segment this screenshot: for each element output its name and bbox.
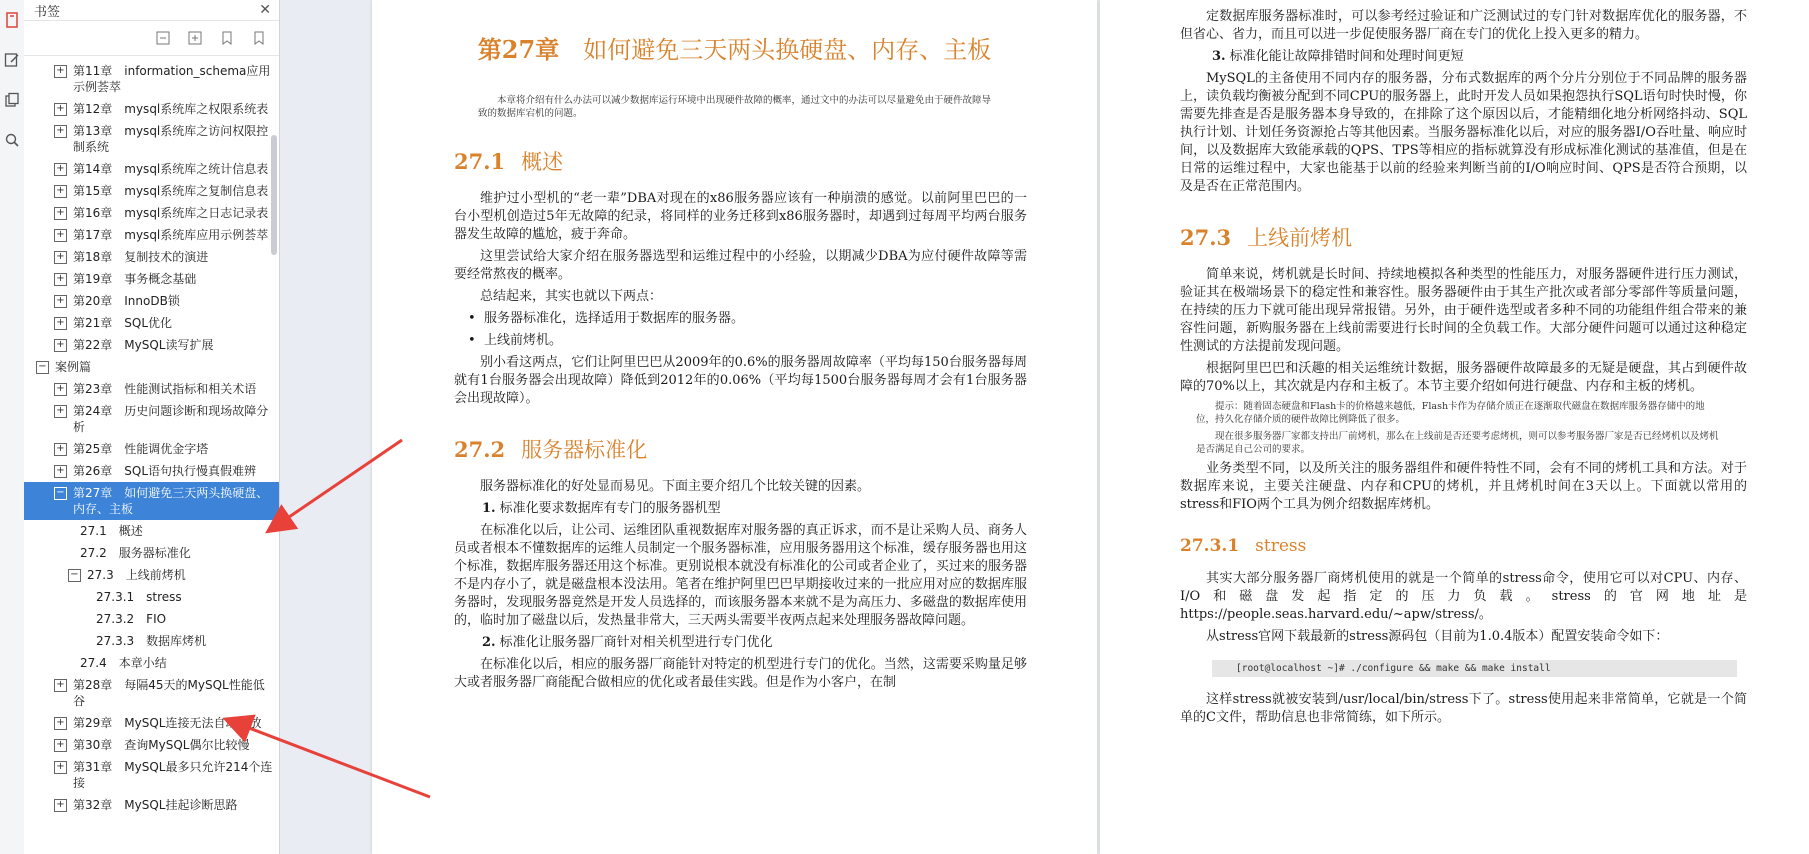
bookmark-label: 第18章 复制技术的演进	[73, 250, 209, 264]
bookmark-item[interactable]	[24, 290, 279, 312]
bookmark-item[interactable]	[24, 652, 279, 674]
bookmark-item-selected[interactable]	[24, 482, 279, 520]
bookmark-label: 第25章 性能调优金字塔	[73, 442, 209, 456]
expand-toggle-icon[interactable]: +	[54, 207, 67, 220]
bookmark-label: 27.1 概述	[80, 524, 143, 538]
bookmark-label: 第27章 如何避免三天两头换硬盘、内存、主板	[73, 486, 269, 516]
section-heading-27-1: 27.1 概述	[454, 149, 564, 174]
paragraph: 业务类型不同，以及所关注的服务器组件和硬件特性不同，会有不同的烤机工具和方法。对于数据库来说，主要关注硬盘、内存和CPU的烤机，并且烤机时间在3天以上。下面就以常用的stress和FIO两个工具为例介绍数据库烤机。	[1180, 461, 1747, 512]
bookmark-label: 第20章 InnoDB锁	[73, 294, 180, 308]
bookmark-label: 27.3 上线前烤机	[87, 568, 186, 582]
bookmark-item[interactable]	[24, 180, 279, 202]
bookmark-label: 案例篇	[55, 360, 92, 374]
bookmark-label: 第26章 SQL语句执行慢真假难辨	[73, 464, 257, 478]
paragraph: 总结起来，其实也就以下两点：	[480, 289, 663, 304]
bookmark-label: 第22章 MySQL读写扩展	[73, 338, 214, 352]
expand-toggle-icon[interactable]: +	[54, 103, 67, 116]
expand-all-button[interactable]	[187, 30, 203, 46]
bookmark-label: 第19章 事务概念基础	[73, 272, 197, 286]
bookmark-item[interactable]	[24, 586, 279, 608]
bookmark-item[interactable]	[24, 120, 279, 158]
bookmark-item[interactable]	[24, 400, 279, 438]
paragraph: 简单来说，烤机就是长时间、持续地模拟各种类型的性能压力，对服务器硬件进行压力测试，验证其在极端场景下的稳定性和兼容性。服务器硬件由于其生产批次或者部分零部件等质量问题，在持续的压力下就可能出现异常报错。另外，由于硬件选型或者多种不同的功能组件组合带来的兼容性问题，新购服务器在上线前需要进行长时间的全负载工作。大部分硬件问题可以通过这种稳定性测试的方法提前发现问题。	[1180, 267, 1747, 354]
bookmark-label: 27.3.1 stress	[96, 590, 182, 604]
search-button[interactable]	[0, 120, 24, 160]
expand-toggle-icon[interactable]: +	[54, 383, 67, 396]
annotation-button[interactable]	[0, 40, 24, 80]
paragraph: 其实大部分服务器厂商烤机使用的就是一个简单的stress命令，使用它可以对CPU、内存、I/O和磁盘发起指定的压力负载。stress的官网地址是https://people.seas.harvard.edu/~apw/stress/。	[1180, 571, 1747, 622]
section-heading-27-2: 27.2 服务器标准化	[454, 437, 648, 462]
section-heading-27-3-1: 27.3.1 stress	[1180, 536, 1307, 556]
bookmark-item[interactable]	[24, 98, 279, 120]
bookmark-item[interactable]	[24, 608, 279, 630]
bookmark-item[interactable]	[24, 794, 279, 816]
subheading: 1. 标准化要求数据库有专门的服务器机型	[482, 501, 721, 516]
expand-toggle-icon[interactable]: +	[54, 295, 67, 308]
expand-toggle-icon[interactable]: +	[54, 185, 67, 198]
expand-toggle-icon[interactable]: +	[54, 799, 67, 812]
collapse-all-button[interactable]	[155, 30, 171, 46]
paragraph: 在标准化以后，相应的服务器厂商能针对特定的机型进行专门的优化。当然，这需要采购量足够大或者服务器厂商能配合做相应的优化或者最佳实践。但是作为小客户，在制	[454, 657, 1027, 690]
edit-icon	[4, 52, 20, 68]
bookmark-label: 第21章 SQL优化	[73, 316, 173, 330]
chapter-title-text: 如何避免三天两头换硬盘、内存、主板	[583, 36, 992, 64]
expand-toggle-icon[interactable]: +	[54, 273, 67, 286]
expand-toggle-icon[interactable]: +	[54, 125, 67, 138]
paragraph: 维护过小型机的“老一辈”DBA对现在的x86服务器应该有一种崩溃的感觉。以前阿里巴巴的一台小型机创造过5年无故障的纪录，将同样的业务迁移到x86服务器时，却遇到过每周平均两台服务器发生故障的尴尬，疲于奔命。	[454, 191, 1027, 242]
expand-toggle-icon[interactable]: +	[54, 465, 67, 478]
expand-icon	[188, 31, 202, 45]
bookmark-ribbon-icon	[252, 31, 266, 45]
collapse-icon	[156, 31, 170, 45]
bookmark-label: 第15章 mysql系统库之复制信息表	[73, 184, 269, 198]
paragraph: 别小看这两点，它们让阿里巴巴从2009年的0.6%的服务器周故障率（平均每150台服务器每周就有1台服务器会出现故障）降低到2012年的0.06%（平均每1500台服务器每周才会有1台服务器会出现故障）。	[454, 355, 1027, 406]
bookmark-tree	[24, 56, 279, 816]
subheading: 3. 标准化能让故障排错时间和处理时间更短	[1212, 49, 1464, 64]
expand-toggle-icon[interactable]: +	[54, 739, 67, 752]
bookmark-label: 第23章 性能测试指标和相关术语	[73, 382, 257, 396]
bookmark-label: 27.4 本章小结	[80, 656, 167, 670]
expand-toggle-icon[interactable]: +	[54, 717, 67, 730]
bookmark-item[interactable]	[24, 734, 279, 756]
bookmarks-toolbar	[24, 21, 279, 56]
paragraph: 从stress官网下载最新的stress源码包（目前为1.0.4版本）配置安装命令如下：	[1206, 629, 1669, 644]
bookmark-label: 27.3.2 FIO	[96, 612, 167, 626]
bookmark-label: 27.2 服务器标准化	[80, 546, 191, 560]
bookmark-label: 第28章 每隔45天的MySQL性能低谷	[73, 678, 265, 708]
bookmark-label: 第14章 mysql系统库之统计信息表	[73, 162, 269, 176]
expand-toggle-icon[interactable]: +	[54, 163, 67, 176]
bookmark-item[interactable]	[24, 460, 279, 482]
bookmark-item[interactable]	[24, 542, 279, 564]
bookmark-label: 27.3.3 数据库烤机	[96, 634, 207, 648]
bookmark-label: 第29章 MySQL连接无法自动释放	[73, 716, 262, 730]
bookmarks-panel	[24, 0, 280, 854]
bookmark-item[interactable]	[24, 312, 279, 334]
bookmark-add-icon	[220, 31, 234, 45]
bookmark-label: 第30章 查询MySQL偶尔比较慢	[73, 738, 250, 752]
bookmark-item[interactable]	[24, 378, 279, 400]
document-page-left	[372, 0, 1097, 854]
bookmark-item[interactable]	[24, 564, 279, 586]
bullet-item: • 服务器标准化，选择适用于数据库的服务器。	[484, 310, 1027, 328]
paragraph: 服务器标准化的好处显而易见。下面主要介绍几个比较关键的因素。	[480, 479, 871, 494]
expand-toggle-icon[interactable]: +	[54, 339, 67, 352]
bookmark-label: 第17章 mysql系统库应用示例荟萃	[73, 228, 269, 242]
bookmark-item[interactable]	[24, 268, 279, 290]
search-icon	[4, 132, 20, 148]
bookmark-label: 第31章 MySQL最多只允许214个连接	[73, 760, 273, 790]
bookmark-label: 第32章 MySQL挂起诊断思路	[73, 798, 238, 812]
bookmark-item[interactable]	[24, 630, 279, 652]
paragraph: MySQL的主备使用不同内存的服务器，分布式数据库的两个分片分别位于不同品牌的服务器上，读负载均衡被分配到不同CPU的服务器上，此时开发人员如果抱怨执行SQL语句时快时慢，你需要先排查是否是服务器本身导致的，在排除了这个原因以后，才能精细化地分析网络抖动、SQL执行计划、计划任务资源抢占等其他因素。当服务器标准化以后，对应的服务器I/O吞吐量、响应时间，以及数据库大致能承载的QPS、TPS等相应的指标就算没有形成标准化测试的基准值，但是在日常的运维过程中，大家也能基于以前的经验来判断当前的I/O响应时间、QPS是否符合预期，以及是否在正常范围内。	[1180, 71, 1747, 194]
bullet-item: • 上线前烤机。	[484, 332, 1027, 350]
expand-toggle-icon[interactable]: +	[54, 443, 67, 456]
thumbnail-button[interactable]	[0, 80, 24, 120]
bookmark-item[interactable]	[24, 712, 279, 734]
bookmark-label: 第16章 mysql系统库之日志记录表	[73, 206, 269, 220]
collapse-toggle-icon[interactable]: −	[54, 487, 67, 500]
bookmark-icon	[4, 12, 20, 28]
add-bookmark-button[interactable]	[219, 30, 235, 46]
bookmark-item[interactable]	[24, 224, 279, 246]
bookmark-label: 第12章 mysql系统库之权限系统表	[73, 102, 269, 116]
bookmarks-header	[24, 0, 279, 21]
bookmarks-title: 书签	[34, 4, 61, 20]
expand-toggle-icon[interactable]: +	[54, 317, 67, 330]
bookmarks-scrollbar[interactable]	[271, 135, 277, 255]
pages-icon	[4, 92, 20, 108]
section-heading-27-3: 27.3 上线前烤机	[1180, 225, 1353, 250]
bookmark-item[interactable]	[24, 438, 279, 460]
tip-note: 现在很多服务器厂家都支持出厂前烤机，那么在上线前是否还要考虑烤机，则可以参考服务器厂家是否已经烤机以及烤机是否满足自己公司的要求。	[1196, 431, 1719, 455]
close-icon[interactable]: ✕	[259, 2, 271, 18]
collapse-toggle-icon[interactable]: −	[68, 569, 81, 582]
bookmark-item[interactable]	[24, 60, 279, 98]
paragraph: 定数据库服务器标准时，可以参考经过验证和广泛测试过的专门针对数据库优化的服务器，不但省心、省力，而且可以进一步促使服务器厂商在专门的优化上投入更多的精力。	[1180, 9, 1747, 42]
bookmark-label: 第13章 mysql系统库之访问权限控制系统	[73, 124, 269, 154]
chapter-number: 第27章	[477, 35, 560, 64]
paragraph: 根据阿里巴巴和沃趣的相关运维统计数据，服务器硬件故障最多的无疑是硬盘，其占到硬件故障的70%以上，其次就是内存和主板了。本节主要介绍如何进行硬盘、内存和主板的烤机。	[1180, 361, 1747, 394]
expand-toggle-icon[interactable]: +	[54, 405, 67, 418]
chapter-title	[442, 34, 1027, 66]
paragraph: 这里尝试给大家介绍在服务器选型和运维过程中的小经验，以期减少DBA为应付硬件故障等需要经常熬夜的概率。	[454, 249, 1027, 282]
chapter-intro: 本章将介绍有什么办法可以减少数据库运行环境中出现硬件故障的概率，通过文中的办法可以尽量避免由于硬件故障导致的数据库宕机的问题。	[478, 95, 992, 119]
bookmark-item[interactable]	[24, 756, 279, 794]
bookmark-item[interactable]	[24, 158, 279, 180]
expand-toggle-icon[interactable]: +	[54, 679, 67, 692]
expand-toggle-icon[interactable]: +	[54, 761, 67, 774]
bookmark-item[interactable]	[24, 202, 279, 224]
expand-toggle-icon[interactable]: +	[54, 229, 67, 242]
code-block: [root@localhost ~]# ./configure && make && make install	[1212, 660, 1737, 677]
expand-toggle-icon[interactable]: +	[54, 251, 67, 264]
bookmark-item[interactable]	[24, 356, 279, 378]
expand-toggle-icon[interactable]: +	[54, 65, 67, 78]
document-page-right	[1100, 0, 1809, 854]
bookmark-item[interactable]	[24, 520, 279, 542]
left-toolstrip	[0, 0, 25, 854]
bookmark-panel-button[interactable]	[0, 0, 24, 40]
subheading: 2. 标准化让服务器厂商针对相关机型进行专门优化	[482, 635, 773, 650]
collapse-toggle-icon[interactable]: −	[36, 361, 49, 374]
tip-note: 提示：随着固态硬盘和Flash卡的价格越来越低，Flash卡作为存储介质正在逐渐取代磁盘在数据库服务器存储中的地位，持久化存储介质的硬件故障比例降低了很多。	[1196, 401, 1705, 425]
bookmark-label: 第24章 历史问题诊断和现场故障分析	[73, 404, 269, 434]
bookmark-item[interactable]	[24, 674, 279, 712]
paragraph: 在标准化以后，让公司、运维团队重视数据库对服务器的真正诉求，而不是让采购人员、商务人员或者根本不懂数据库的运维人员制定一个服务器标准，应用服务器用这个标准，缓存服务器也用这个标准，数据库服务器还用这个标准。更别说根本就没有标准化的公司或者企业了，买过来的服务器不是内存小了，就是磁盘根本没法用。笔者在维护阿里巴巴早期接收过来的一批应用对应的数据库服务器时，发现服务器竟然是开发人员选择的，而该服务器本来就不是为高压力、多磁盘的数据库使用的，临时加了磁盘以后，发热量非常大，三天两头需要半夜两点起来处理服务器故障问题。	[454, 523, 1027, 628]
bookmark-label: 第11章 information_schema应用示例荟萃	[73, 64, 271, 94]
bookmark-item[interactable]	[24, 334, 279, 356]
bookmark-options-button[interactable]	[251, 30, 267, 46]
paragraph: 这样stress就被安装到/usr/local/bin/stress下了。stress使用起来非常简单，它就是一个简单的C文件，帮助信息也非常简练，如下所示。	[1180, 692, 1747, 725]
bookmark-item[interactable]	[24, 246, 279, 268]
